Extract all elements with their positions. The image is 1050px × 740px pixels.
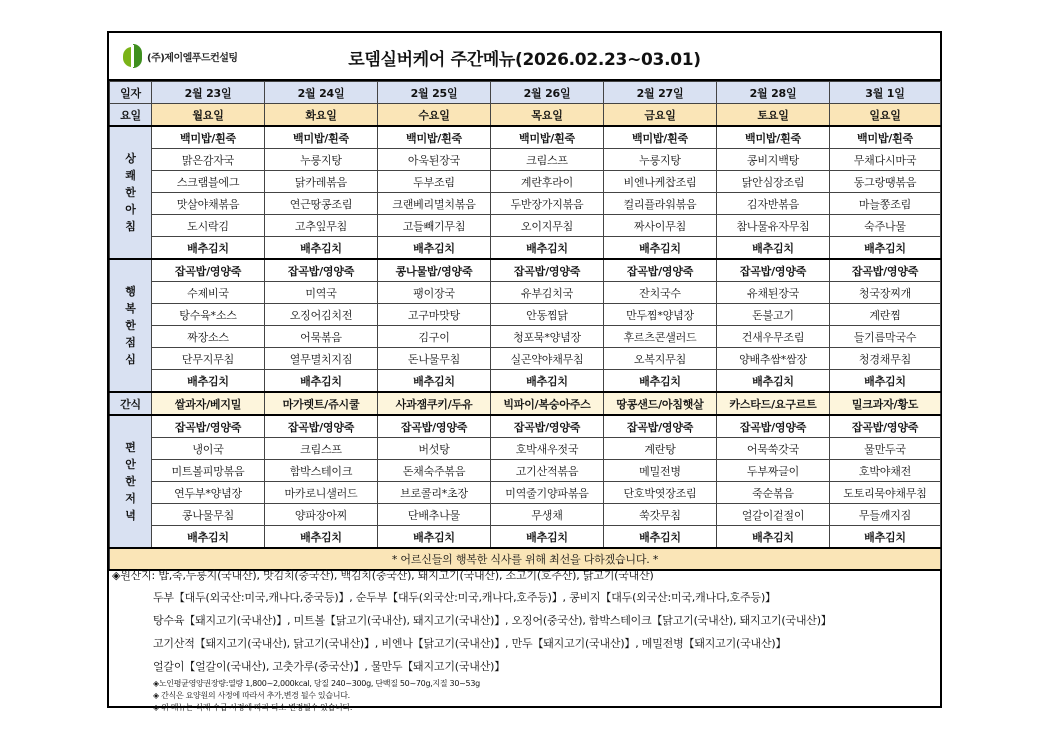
- breakfast-row: [110, 237, 941, 260]
- dinner-label-char: 안: [125, 458, 136, 471]
- lunch-dish: 단무지무침: [152, 348, 265, 370]
- dinner-dish: 브로콜리*초장: [378, 482, 491, 504]
- lunch-dish: 잡곡밥/영양죽: [265, 259, 378, 282]
- dinner-row: [110, 526, 941, 549]
- dinner-dish: 쑥갓무침: [604, 504, 717, 526]
- breakfast-dish: 백미밥/흰죽: [830, 126, 941, 149]
- snack-change-note: ◈ 간식은 요양원의 사정에 따라서 추가,변경 될수 있습니다.: [153, 691, 350, 700]
- dinner-dish: 죽순볶음: [717, 482, 830, 504]
- nutrition-note: ◈노인평균영양권장량:열량 1,800~2,000kcal, 당질 240~300g, 단백질 50~70g,지질 30~53g: [153, 679, 480, 688]
- breakfast-dish: 맑은감자국: [152, 149, 265, 171]
- dinner-dish: 무생채: [491, 504, 604, 526]
- dinner-dish: 미역줄기양파볶음: [491, 482, 604, 504]
- breakfast-dish: 백미밥/흰죽: [604, 126, 717, 149]
- breakfast-dish: 누룽지탕: [604, 149, 717, 171]
- breakfast-dish: 동그랑땡볶음: [830, 171, 941, 193]
- lunch-dish: 잡곡밥/영양죽: [491, 259, 604, 282]
- origin-line: 탕수육【돼지고기(국내산)】, 미트볼【닭고기(국내산), 돼지고기(국내산)】, 오징어(중국산), 함박스테이크【닭고기(국내산), 돼지고기(국내산)】: [153, 614, 832, 627]
- breakfast-dish: 숙주나물: [830, 215, 941, 237]
- dinner-dish: 잡곡밥/영양죽: [378, 415, 491, 438]
- breakfast-dish: 연근땅콩조림: [265, 193, 378, 215]
- lunch-dish: 안동찜닭: [491, 304, 604, 326]
- breakfast-dish: 비엔나케찹조림: [604, 171, 717, 193]
- breakfast-dish: 배추김치: [830, 237, 941, 260]
- breakfast-label-char: 아: [125, 203, 136, 216]
- lunch-dish: 잡곡밥/영양죽: [604, 259, 717, 282]
- lunch-row: [110, 348, 941, 370]
- lunch-dish: 수제비국: [152, 282, 265, 304]
- breakfast-dish: 컬리플라워볶음: [604, 193, 717, 215]
- dinner-dish: 계란탕: [604, 438, 717, 460]
- date-cell: 2월 26일: [491, 82, 604, 104]
- dinner-row: [110, 415, 941, 438]
- breakfast-dish: 오이지무침: [491, 215, 604, 237]
- breakfast-dish: 마늘쫑조림: [830, 193, 941, 215]
- breakfast-row: [110, 215, 941, 237]
- lunch-dish: 건새우무조림: [717, 326, 830, 348]
- dinner-dish: 잡곡밥/영양죽: [604, 415, 717, 438]
- origin-info: [109, 564, 940, 712]
- lunch-dish: 배추김치: [491, 370, 604, 393]
- lunch-dish: 청국장찌개: [830, 282, 941, 304]
- lunch-dish: 계란찜: [830, 304, 941, 326]
- date-label: 일자: [110, 82, 152, 104]
- date-cell: 2월 28일: [717, 82, 830, 104]
- weekday-cell: 화요일: [265, 104, 378, 127]
- lunch-dish: 팽이장국: [378, 282, 491, 304]
- snack-cell: 밀크과자/황도: [830, 392, 941, 415]
- weekday-cell: 목요일: [491, 104, 604, 127]
- dinner-dish: 단배추나물: [378, 504, 491, 526]
- lunch-label-char: 복: [125, 302, 136, 315]
- breakfast-dish: 백미밥/흰죽: [152, 126, 265, 149]
- company-name: (주)제이엘푸드컨설팅: [147, 52, 238, 64]
- snack-cell: 빅파이/복숭아주스: [491, 392, 604, 415]
- breakfast-dish: 배추김치: [265, 237, 378, 260]
- dinner-dish: 버섯탕: [378, 438, 491, 460]
- origin-line: 고기산적【돼지고기(국내산), 닭고기(국내산)】, 비엔나【닭고기(국내산)】, 만두【돼지고기(국내산)】, 메밀전병【돼지고기(국내산)】: [153, 637, 787, 650]
- breakfast-dish: 짜사이무침: [604, 215, 717, 237]
- weekday-cell: 수요일: [378, 104, 491, 127]
- dinner-dish: 배추김치: [265, 526, 378, 549]
- breakfast-dish: 크림스프: [491, 149, 604, 171]
- dinner-dish: 함박스테이크: [265, 460, 378, 482]
- breakfast-dish: 두부조림: [378, 171, 491, 193]
- date-cell: 3월 1일: [830, 82, 941, 104]
- breakfast-dish: 무채다시마국: [830, 149, 941, 171]
- weekday-cell: 토요일: [717, 104, 830, 127]
- dinner-dish: 배추김치: [717, 526, 830, 549]
- lunch-dish: 만두찜*양념장: [604, 304, 717, 326]
- lunch-dish: 김구이: [378, 326, 491, 348]
- dinner-dish: 양파장아찌: [265, 504, 378, 526]
- lunch-dish: 열무멸치지짐: [265, 348, 378, 370]
- weekly-menu-sheet: [107, 31, 942, 712]
- breakfast-dish: 아욱된장국: [378, 149, 491, 171]
- breakfast-dish: 계란후라이: [491, 171, 604, 193]
- lunch-dish: 잔치국수: [604, 282, 717, 304]
- breakfast-dish: 닭안심장조림: [717, 171, 830, 193]
- dinner-dish: 단호박엿장조림: [604, 482, 717, 504]
- breakfast-dish: 맛살야채볶음: [152, 193, 265, 215]
- breakfast-dish: 도시락김: [152, 215, 265, 237]
- breakfast-dish: 백미밥/흰죽: [265, 126, 378, 149]
- date-cell: 2월 24일: [265, 82, 378, 104]
- weekday-row: [110, 104, 941, 127]
- dinner-dish: 돈채숙주볶음: [378, 460, 491, 482]
- dinner-row: [110, 460, 941, 482]
- lunch-dish: 배추김치: [604, 370, 717, 393]
- breakfast-dish: 배추김치: [378, 237, 491, 260]
- date-cell: 2월 23일: [152, 82, 265, 104]
- lunch-dish: 잡곡밥/영양죽: [152, 259, 265, 282]
- breakfast-row: [110, 126, 941, 149]
- snack-row: [110, 392, 941, 415]
- dinner-dish: 배추김치: [378, 526, 491, 549]
- weekday-label: 요일: [110, 104, 152, 127]
- lunch-label-char: 한: [125, 319, 136, 332]
- dinner-dish: 무들깨지짐: [830, 504, 941, 526]
- dinner-dish: 마카로니샐러드: [265, 482, 378, 504]
- breakfast-dish: 배추김치: [152, 237, 265, 260]
- breakfast-dish: 백미밥/흰죽: [717, 126, 830, 149]
- breakfast-dish: 고추잎무침: [265, 215, 378, 237]
- dinner-dish: 미트볼피망볶음: [152, 460, 265, 482]
- breakfast-label-char: 한: [125, 186, 136, 199]
- dinner-dish: 잡곡밥/영양죽: [717, 415, 830, 438]
- dinner-dish: 배추김치: [604, 526, 717, 549]
- dinner-dish: 도토리묵야채무침: [830, 482, 941, 504]
- breakfast-dish: 콩비지백탕: [717, 149, 830, 171]
- breakfast-dish: 스크램블에그: [152, 171, 265, 193]
- dinner-dish: 호박새우젓국: [491, 438, 604, 460]
- lunch-label-char: 심: [125, 353, 136, 366]
- breakfast-dish: 닭카레볶음: [265, 171, 378, 193]
- lunch-dish: 청포묵*양념장: [491, 326, 604, 348]
- lunch-dish: 배추김치: [152, 370, 265, 393]
- weekday-cell: 일요일: [830, 104, 941, 127]
- dinner-label-char: 저: [125, 492, 136, 505]
- lunch-dish: 미역국: [265, 282, 378, 304]
- dinner-label-char: 편: [125, 441, 136, 454]
- dinner-label-char: 녁: [125, 509, 136, 522]
- menu-table: [109, 81, 941, 571]
- lunch-label-char: 점: [125, 336, 136, 349]
- note-text: * 어르신들의 행복한 식사를 위해 최선을 다하겠습니다. *: [110, 548, 941, 570]
- dinner-dish: 호박야채전: [830, 460, 941, 482]
- dinner-dish: 배추김치: [152, 526, 265, 549]
- lunch-row: [110, 282, 941, 304]
- weekday-cell: 월요일: [152, 104, 265, 127]
- lunch-dish: 후르츠콘샐러드: [604, 326, 717, 348]
- lunch-dish: 탕수육*소스: [152, 304, 265, 326]
- breakfast-dish: 참나물유자무침: [717, 215, 830, 237]
- dinner-label: [110, 415, 152, 548]
- lunch-row: [110, 370, 941, 393]
- date-cell: 2월 25일: [378, 82, 491, 104]
- breakfast-row: [110, 149, 941, 171]
- lunch-dish: 콩나물밥/영양죽: [378, 259, 491, 282]
- breakfast-dish: 배추김치: [717, 237, 830, 260]
- dinner-dish: 어묵쑥갓국: [717, 438, 830, 460]
- snack-cell: 땅콩샌드/아침햇살: [604, 392, 717, 415]
- breakfast-row: [110, 171, 941, 193]
- lunch-dish: 유채된장국: [717, 282, 830, 304]
- dinner-dish: 물만두국: [830, 438, 941, 460]
- lunch-dish: 청경채무침: [830, 348, 941, 370]
- dinner-dish: 고기산적볶음: [491, 460, 604, 482]
- breakfast-dish: 고들빼기무침: [378, 215, 491, 237]
- lunch-dish: 배추김치: [717, 370, 830, 393]
- weekday-cell: 금요일: [604, 104, 717, 127]
- lunch-dish: 배추김치: [265, 370, 378, 393]
- dinner-dish: 잡곡밥/영양죽: [830, 415, 941, 438]
- lunch-label: [110, 259, 152, 392]
- lunch-dish: 돈나물무침: [378, 348, 491, 370]
- origin-line: ◈원산지: 밥,죽,누룽지(국내산), 맛김치(중국산), 백김치(중국산), 돼지고기(국내산), 소고기(호주산), 닭고기(국내산): [112, 569, 654, 582]
- menu-change-note: ◈ 위 메뉴는 식재 수급 사정에 따라 다소 변경될수 있습니다.: [153, 703, 353, 712]
- breakfast-dish: 백미밥/흰죽: [491, 126, 604, 149]
- page-title: 로뎀실버케어 주간메뉴(2026.02.23~03.01): [348, 50, 701, 70]
- lunch-row: [110, 259, 941, 282]
- lunch-dish: 양배추쌈*쌈장: [717, 348, 830, 370]
- snack-label: 간식: [110, 392, 152, 415]
- breakfast-dish: 배추김치: [491, 237, 604, 260]
- breakfast-dish: 크랜베리멸치볶음: [378, 193, 491, 215]
- dinner-row: [110, 504, 941, 526]
- lunch-dish: 배추김치: [378, 370, 491, 393]
- dinner-dish: 잡곡밥/영양죽: [152, 415, 265, 438]
- breakfast-label: [110, 126, 152, 259]
- lunch-dish: 고구마맛탕: [378, 304, 491, 326]
- date-cell: 2월 27일: [604, 82, 717, 104]
- date-row: [110, 82, 941, 104]
- lunch-row: [110, 304, 941, 326]
- lunch-dish: 어묵볶음: [265, 326, 378, 348]
- lunch-dish: 유부김치국: [491, 282, 604, 304]
- breakfast-row: [110, 193, 941, 215]
- lunch-dish: 짜장소스: [152, 326, 265, 348]
- dinner-dish: 냉이국: [152, 438, 265, 460]
- dinner-dish: 배추김치: [491, 526, 604, 549]
- snack-cell: 마가렛트/쥬시쿨: [265, 392, 378, 415]
- breakfast-label-char: 상: [125, 152, 136, 165]
- dinner-label-char: 한: [125, 475, 136, 488]
- lunch-row: [110, 326, 941, 348]
- dinner-dish: 크림스프: [265, 438, 378, 460]
- lunch-label-char: 행: [125, 285, 136, 298]
- lunch-dish: 잡곡밥/영양죽: [830, 259, 941, 282]
- lunch-dish: 돈불고기: [717, 304, 830, 326]
- dinner-dish: 콩나물무침: [152, 504, 265, 526]
- snack-cell: 사과잼쿠키/두유: [378, 392, 491, 415]
- dinner-row: [110, 482, 941, 504]
- title-row: [109, 33, 940, 81]
- dinner-dish: 메밀전병: [604, 460, 717, 482]
- breakfast-dish: 두반장가지볶음: [491, 193, 604, 215]
- dinner-dish: 잡곡밥/영양죽: [491, 415, 604, 438]
- breakfast-dish: 배추김치: [604, 237, 717, 260]
- breakfast-dish: 백미밥/흰죽: [378, 126, 491, 149]
- lunch-dish: 오징어김치전: [265, 304, 378, 326]
- dinner-dish: 배추김치: [830, 526, 941, 549]
- snack-cell: 카스타드/요구르트: [717, 392, 830, 415]
- dinner-dish: 연두부*양념장: [152, 482, 265, 504]
- breakfast-label-char: 쾌: [125, 169, 136, 182]
- breakfast-dish: 김자반볶음: [717, 193, 830, 215]
- snack-cell: 쌀과자/베지밀: [152, 392, 265, 415]
- dinner-dish: 두부짜글이: [717, 460, 830, 482]
- dinner-dish: 잡곡밥/영양죽: [265, 415, 378, 438]
- origin-line: 두부【대두(외국산:미국,캐나다,중국등)】, 순두부【대두(외국산:미국,캐나다,호주등)】, 콩비지【대두(외국산:미국,캐나다,호주등)】: [153, 591, 776, 604]
- lunch-dish: 잡곡밥/영양죽: [717, 259, 830, 282]
- dinner-dish: 얼갈이겉절이: [717, 504, 830, 526]
- origin-line: 얼갈이【얼갈이(국내산), 고춧가루(중국산)】, 물만두【돼지고기(국내산)】: [153, 660, 506, 673]
- dinner-row: [110, 438, 941, 460]
- lunch-dish: 들기름막국수: [830, 326, 941, 348]
- breakfast-label-char: 침: [125, 220, 136, 233]
- lunch-dish: 실곤약야채무침: [491, 348, 604, 370]
- lunch-dish: 배추김치: [830, 370, 941, 393]
- lunch-dish: 오복지무침: [604, 348, 717, 370]
- breakfast-dish: 누룽지탕: [265, 149, 378, 171]
